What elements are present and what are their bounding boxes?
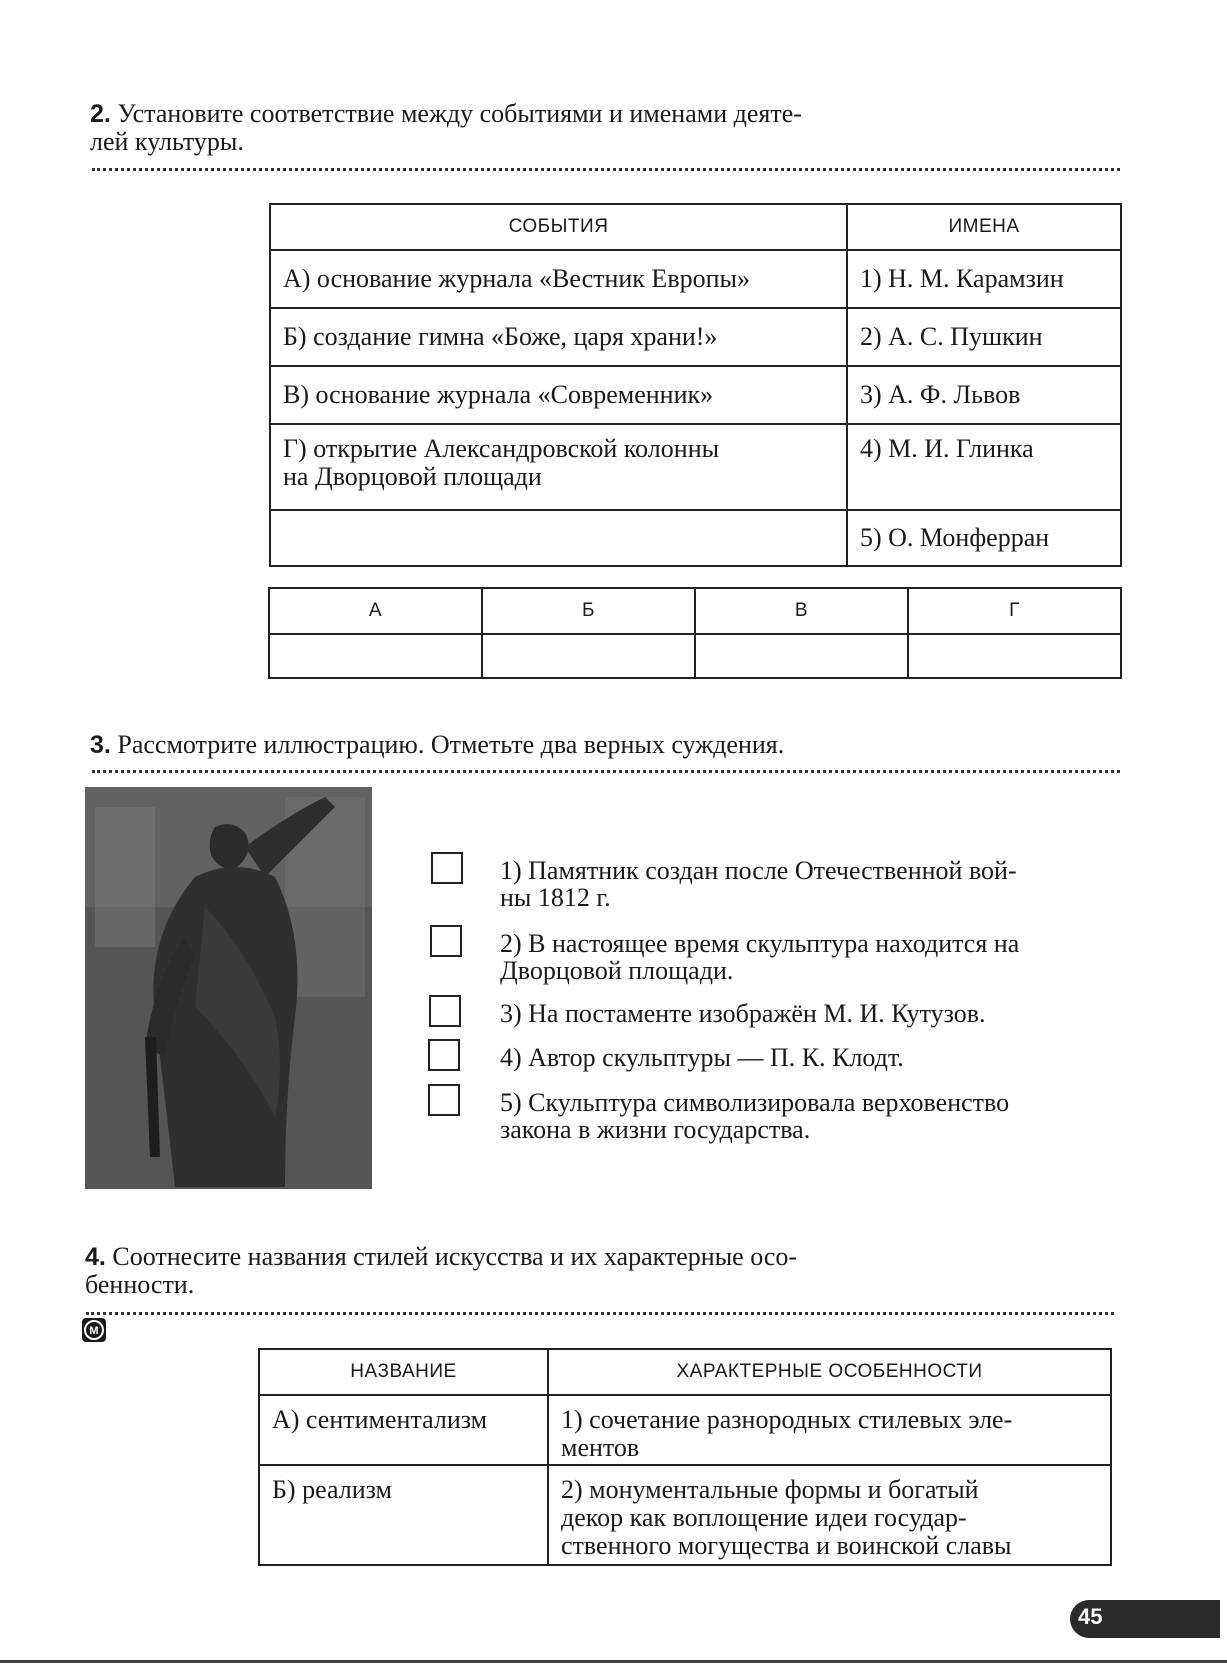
option5-checkbox[interactable] <box>428 1084 460 1116</box>
statue-photo <box>85 787 372 1189</box>
option5-text <box>500 1089 1120 1143</box>
event-b: Б) создание гимна «Боже, царя храни!» <box>270 308 847 366</box>
option1-text <box>500 857 1120 911</box>
answer-cell-g[interactable] <box>908 634 1121 678</box>
task3-title <box>90 731 1090 759</box>
feature-1-line2: ментов <box>561 1433 640 1462</box>
feature-1 <box>548 1395 1111 1465</box>
event-g-line2: на Дворцовой площади <box>283 462 542 491</box>
name-2: 2) А. С. Пушкин <box>847 308 1121 366</box>
m-badge-svg <box>82 1318 106 1342</box>
answer-header-b: Б <box>482 588 695 634</box>
option3-checkbox[interactable] <box>429 995 461 1027</box>
answer-header-a: А <box>269 588 482 634</box>
bottom-rule <box>0 1660 1227 1663</box>
task3-number: 3. <box>90 731 111 759</box>
option2-checkbox[interactable] <box>430 925 462 957</box>
name-1: 1) Н. М. Карамзин <box>847 250 1121 308</box>
events-header: СОБЫТИЯ <box>270 204 847 250</box>
page-number: 45 <box>1078 1604 1103 1629</box>
names-header: ИМЕНА <box>847 204 1121 250</box>
option4-checkbox[interactable] <box>428 1039 460 1071</box>
answer-cell-v[interactable] <box>695 634 908 678</box>
task4-title-line1: Соотнесите названия стилей искусства и их характерные осо- <box>112 1242 798 1271</box>
style-b: Б) реализм <box>259 1465 548 1565</box>
option2-line2: Дворцовой площади. <box>500 956 734 985</box>
event-empty <box>270 510 847 566</box>
task3-title-text: Рассмотрите иллюстрацию. Отметьте два верных суждения. <box>117 730 785 759</box>
feature-2-line1: 2) монументальные формы и богатый <box>561 1475 979 1504</box>
task2-answer-table <box>268 587 1122 679</box>
task4-number: 4. <box>85 1243 106 1271</box>
style-a: А) сентиментализм <box>259 1395 548 1465</box>
task2-match-table <box>269 203 1122 567</box>
task2-divider <box>92 168 1120 171</box>
option5-line1: 5) Скульптура символизировала верховенство <box>500 1088 1010 1117</box>
task4-title <box>85 1243 1085 1299</box>
task2-title <box>90 100 990 156</box>
style-name-header: НАЗВАНИЕ <box>259 1349 548 1395</box>
answer-header-v: В <box>695 588 908 634</box>
name-4: 4) М. И. Глинка <box>847 424 1121 510</box>
event-v: В) основание журнала «Современник» <box>270 366 847 424</box>
style-features-header: ХАРАКТЕРНЫЕ ОСОБЕННОСТИ <box>548 1349 1111 1395</box>
task3-divider <box>92 770 1120 773</box>
task2-title-line1: Установите соответствие между событиями и именами деяте- <box>117 99 802 128</box>
statue-illustration <box>85 787 372 1189</box>
feature-2 <box>548 1465 1111 1565</box>
task4-title-line2: бенности. <box>85 1270 195 1299</box>
name-3: 3) А. Ф. Львов <box>847 366 1121 424</box>
feature-2-line3: ственного могущества и воинской славы <box>561 1531 1012 1560</box>
answer-cell-b[interactable] <box>482 634 695 678</box>
event-g-line1: Г) открытие Александровской колонны <box>283 434 720 463</box>
option4-text: 4) Автор скульптуры — П. К. Клодт. <box>500 1043 904 1072</box>
option1-line1: 1) Памятник создан после Отечественной вой- <box>500 856 1017 885</box>
task4-divider <box>86 1312 1114 1315</box>
answer-cell-a[interactable] <box>269 634 482 678</box>
option5-line2: закона в жизни государства. <box>500 1115 811 1144</box>
option1-checkbox[interactable] <box>431 852 463 884</box>
feature-1-line1: 1) сочетание разнородных стилевых эле- <box>561 1405 1013 1434</box>
option2-line1: 2) В настоящее время скульптура находится на <box>500 929 1020 958</box>
name-5: 5) О. Монферран <box>847 510 1121 566</box>
feature-2-line2: декор как воплощение идеи государ- <box>561 1503 967 1532</box>
m-badge-icon <box>82 1318 106 1342</box>
option1-line2: ны 1812 г. <box>500 883 611 912</box>
m-badge-letter: М <box>89 1325 99 1337</box>
task2-title-line2: лей культуры. <box>90 127 244 156</box>
option2-text <box>500 930 1120 984</box>
event-g <box>270 424 847 510</box>
option3-text: 3) На постаменте изображён М. И. Кутузов. <box>500 999 986 1028</box>
task2-number: 2. <box>90 100 111 128</box>
task4-match-table <box>258 1348 1112 1566</box>
answer-header-g: Г <box>908 588 1121 634</box>
event-a: А) основание журнала «Вестник Европы» <box>270 250 847 308</box>
